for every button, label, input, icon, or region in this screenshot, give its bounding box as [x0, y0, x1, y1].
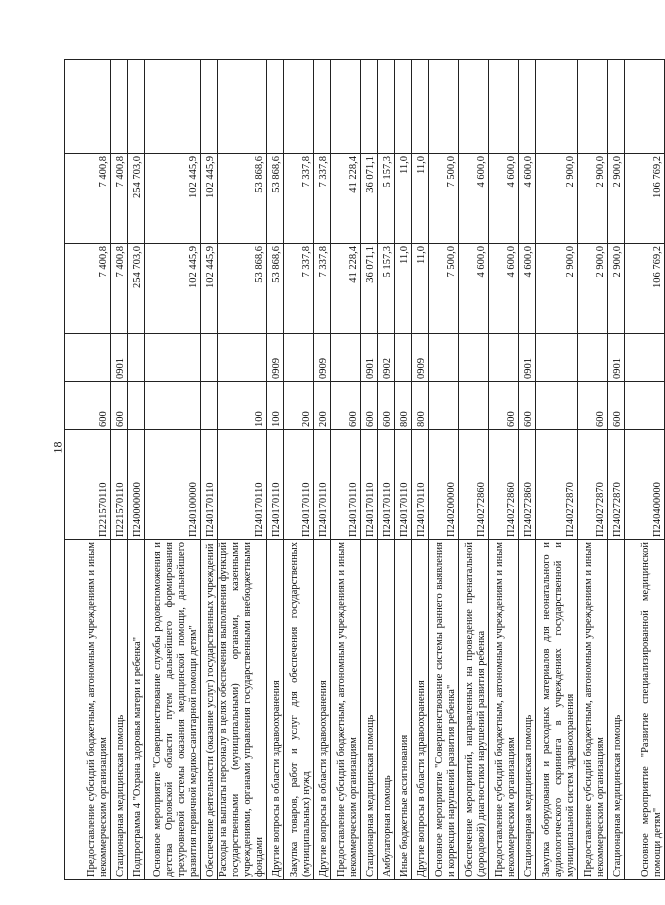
row-section-code: 0902	[378, 334, 395, 382]
row-empty-cell	[378, 60, 395, 154]
row-empty-cell	[429, 60, 459, 154]
row-amount-2: 53 868,6	[218, 154, 267, 244]
row-section-code: 0901	[361, 334, 378, 382]
row-empty-cell	[267, 60, 284, 154]
row-expense-type: 800	[395, 382, 412, 430]
table-row	[395, 60, 412, 880]
row-empty-cell	[395, 60, 412, 154]
row-amount-2: 36 071,1	[361, 154, 378, 244]
row-amount-2: 7 400,8	[65, 154, 111, 244]
row-amount-2: 2 900,0	[578, 154, 608, 244]
row-section-code: 0909	[412, 334, 429, 382]
row-amount-1: 102 445,9	[201, 244, 218, 334]
row-section-code	[284, 334, 314, 382]
row-amount-1: 4 600,0	[519, 244, 536, 334]
row-amount-2: 7 337,8	[284, 154, 314, 244]
row-target-code: П221570110	[111, 430, 128, 540]
table-row	[267, 60, 284, 880]
table-row	[361, 60, 378, 880]
table-row	[459, 60, 489, 880]
row-section-code	[331, 334, 361, 382]
table-row	[65, 60, 111, 880]
row-target-code: П240272860	[459, 430, 489, 540]
row-name: Амбулаторная помощь	[378, 540, 395, 880]
row-name: Предоставление субсидий бюджетным, автономным учреждениям и иным некоммерческим организациям	[578, 540, 608, 880]
row-target-code: П240170110	[267, 430, 284, 540]
row-amount-1: 7 400,8	[65, 244, 111, 334]
row-amount-2: 102 445,9	[145, 154, 201, 244]
row-amount-2: 41 228,4	[331, 154, 361, 244]
row-expense-type: 200	[314, 382, 331, 430]
row-expense-type: 200	[284, 382, 314, 430]
row-section-code	[128, 334, 145, 382]
row-target-code: П240170110	[331, 430, 361, 540]
row-amount-1: 254 703,0	[128, 244, 145, 334]
row-target-code: П240170110	[314, 430, 331, 540]
row-section-code	[395, 334, 412, 382]
row-amount-2: 11,0	[412, 154, 429, 244]
row-amount-1: 2 900,0	[608, 244, 625, 334]
row-expense-type	[536, 382, 578, 430]
row-expense-type: 100	[218, 382, 267, 430]
row-name: Предоставление субсидий бюджетным, автономным учреждениям и иным некоммерческим организациям	[331, 540, 361, 880]
row-empty-cell	[218, 60, 267, 154]
row-name: Обеспечение мероприятий, направленных на проведение пренатальной (дородовой) диагностики нарушений развития ребенка	[459, 540, 489, 880]
row-amount-2: 106 769,2	[625, 154, 665, 244]
table-row	[111, 60, 128, 880]
row-amount-1: 4 600,0	[459, 244, 489, 334]
row-empty-cell	[331, 60, 361, 154]
row-empty-cell	[578, 60, 608, 154]
table-row	[331, 60, 361, 880]
table-row	[625, 60, 665, 880]
row-expense-type: 600	[489, 382, 519, 430]
row-amount-1: 53 868,6	[218, 244, 267, 334]
row-section-code	[65, 334, 111, 382]
row-amount-2: 53 868,6	[267, 154, 284, 244]
row-empty-cell	[314, 60, 331, 154]
row-target-code: П240170110	[378, 430, 395, 540]
row-name: Подпрограмма 4 "Охрана здоровья матери и ребенка"	[128, 540, 145, 880]
row-name: Расходы на выплаты персоналу в целях обеспечения выполнения функций государственными (муниципальными) органами, казенными учреждениями, органами управления государственными внебюджетными фондами	[218, 540, 267, 880]
page-number: 18	[50, 441, 65, 454]
row-amount-1: 53 868,6	[267, 244, 284, 334]
row-amount-2: 11,0	[395, 154, 412, 244]
row-target-code: П240272860	[519, 430, 536, 540]
row-amount-2: 7 337,8	[314, 154, 331, 244]
row-section-code	[625, 334, 665, 382]
row-expense-type: 600	[578, 382, 608, 430]
table-row	[218, 60, 267, 880]
row-amount-2: 2 900,0	[536, 154, 578, 244]
row-amount-1: 106 769,2	[625, 244, 665, 334]
row-expense-type	[128, 382, 145, 430]
row-target-code: П240170110	[218, 430, 267, 540]
row-amount-1: 7 337,8	[314, 244, 331, 334]
table-row	[201, 60, 218, 880]
row-amount-2: 5 157,3	[378, 154, 395, 244]
row-empty-cell	[145, 60, 201, 154]
row-empty-cell	[608, 60, 625, 154]
row-name: Предоставление субсидий бюджетным, автономным учреждениям и иным некоммерческим организациям	[489, 540, 519, 880]
row-target-code: П240000000	[128, 430, 145, 540]
row-amount-2: 4 600,0	[489, 154, 519, 244]
row-section-code	[459, 334, 489, 382]
row-target-code: П240170110	[201, 430, 218, 540]
row-name: Обеспечение деятельности (оказание услуг) государственных учреждений	[201, 540, 218, 880]
row-target-code: П240272870	[578, 430, 608, 540]
row-amount-1: 4 600,0	[489, 244, 519, 334]
row-target-code: П240170110	[395, 430, 412, 540]
row-empty-cell	[519, 60, 536, 154]
row-target-code: П240400000	[625, 430, 665, 540]
row-empty-cell	[361, 60, 378, 154]
row-name: Стационарная медицинская помощь	[608, 540, 625, 880]
row-amount-2: 254 703,0	[128, 154, 145, 244]
row-amount-1: 2 900,0	[578, 244, 608, 334]
row-name: Основное мероприятие "Развитие специализированной медицинской помощи детям"	[625, 540, 665, 880]
row-name: Закупка оборудования и расходных материалов для неонатального и аудиологического скрининга в учреждениях государственной и муниципальной систем здравоохранения	[536, 540, 578, 880]
row-amount-1: 102 445,9	[145, 244, 201, 334]
row-name: Основное мероприятие "Совершенствование системы раннего выявления и коррекции нарушений развития ребенка"	[429, 540, 459, 880]
row-expense-type: 100	[267, 382, 284, 430]
row-expense-type	[625, 382, 665, 430]
table-row	[378, 60, 395, 880]
row-section-code	[218, 334, 267, 382]
row-name: Другие вопросы в области здравоохранения	[412, 540, 429, 880]
row-section-code: 0909	[314, 334, 331, 382]
table-row	[429, 60, 459, 880]
row-target-code: П240170110	[361, 430, 378, 540]
table-row	[284, 60, 314, 880]
row-section-code: 0901	[111, 334, 128, 382]
row-empty-cell	[284, 60, 314, 154]
row-target-code: П240200000	[429, 430, 459, 540]
table-row	[519, 60, 536, 880]
row-amount-1: 41 228,4	[331, 244, 361, 334]
row-empty-cell	[536, 60, 578, 154]
row-name: Стационарная медицинская помощь	[361, 540, 378, 880]
row-amount-2: 7 400,8	[111, 154, 128, 244]
row-target-code: П221570110	[65, 430, 111, 540]
table-row	[128, 60, 145, 880]
row-empty-cell	[459, 60, 489, 154]
row-amount-2: 4 600,0	[459, 154, 489, 244]
row-section-code: 0909	[267, 334, 284, 382]
row-name: Стационарная медицинская помощь	[111, 540, 128, 880]
row-target-code: П240272870	[536, 430, 578, 540]
row-expense-type: 800	[412, 382, 429, 430]
row-target-code: П240100000	[145, 430, 201, 540]
row-section-code	[201, 334, 218, 382]
row-name: Основное мероприятие "Совершенствование службы родовспоможения и детства Орловской области путем дальнейшего формирования трехуровневой системы оказания медицинской помощи, дальнейшего развития первичной медико-санитарной помощи детям"	[145, 540, 201, 880]
row-amount-1: 11,0	[412, 244, 429, 334]
row-expense-type: 600	[608, 382, 625, 430]
budget-table-rotated	[64, 60, 663, 880]
row-target-code: П240170110	[412, 430, 429, 540]
row-section-code	[429, 334, 459, 382]
row-empty-cell	[201, 60, 218, 154]
table-row	[608, 60, 625, 880]
row-empty-cell	[65, 60, 111, 154]
row-empty-cell	[128, 60, 145, 154]
table-row	[412, 60, 429, 880]
row-expense-type: 600	[111, 382, 128, 430]
row-section-code: 0901	[519, 334, 536, 382]
row-expense-type: 600	[378, 382, 395, 430]
row-section-code	[536, 334, 578, 382]
row-amount-1: 36 071,1	[361, 244, 378, 334]
row-amount-1: 7 500,0	[429, 244, 459, 334]
table-row	[578, 60, 608, 880]
row-empty-cell	[111, 60, 128, 154]
row-expense-type: 600	[519, 382, 536, 430]
row-expense-type	[145, 382, 201, 430]
row-expense-type	[429, 382, 459, 430]
budget-table	[64, 59, 665, 880]
row-name: Предоставление субсидий бюджетным, автономным учреждениям и иным некоммерческим организациям	[65, 540, 111, 880]
table-row	[489, 60, 519, 880]
row-expense-type: 600	[65, 382, 111, 430]
row-section-code	[578, 334, 608, 382]
row-name: Иные бюджетные ассигнования	[395, 540, 412, 880]
row-amount-2: 4 600,0	[519, 154, 536, 244]
row-amount-2: 102 445,9	[201, 154, 218, 244]
table-row	[314, 60, 331, 880]
row-amount-1: 5 157,3	[378, 244, 395, 334]
row-target-code: П240170110	[284, 430, 314, 540]
row-target-code: П240272870	[608, 430, 625, 540]
row-expense-type	[201, 382, 218, 430]
row-name: Другие вопросы в области здравоохранения	[314, 540, 331, 880]
row-amount-1: 7 400,8	[111, 244, 128, 334]
row-amount-1: 7 337,8	[284, 244, 314, 334]
table-row	[536, 60, 578, 880]
row-amount-2: 2 900,0	[608, 154, 625, 244]
row-target-code: П240272860	[489, 430, 519, 540]
row-section-code	[489, 334, 519, 382]
row-name: Стационарная медицинская помощь	[519, 540, 536, 880]
row-name: Закупка товаров, работ и услуг для обеспечения государственных (муниципальных) нужд	[284, 540, 314, 880]
row-section-code: 0901	[608, 334, 625, 382]
row-empty-cell	[489, 60, 519, 154]
row-expense-type: 600	[331, 382, 361, 430]
row-empty-cell	[625, 60, 665, 154]
row-expense-type: 600	[361, 382, 378, 430]
row-amount-1: 11,0	[395, 244, 412, 334]
row-empty-cell	[412, 60, 429, 154]
row-amount-2: 7 500,0	[429, 154, 459, 244]
row-amount-1: 2 900,0	[536, 244, 578, 334]
row-name: Другие вопросы в области здравоохранения	[267, 540, 284, 880]
row-expense-type	[459, 382, 489, 430]
table-row	[145, 60, 201, 880]
row-section-code	[145, 334, 201, 382]
